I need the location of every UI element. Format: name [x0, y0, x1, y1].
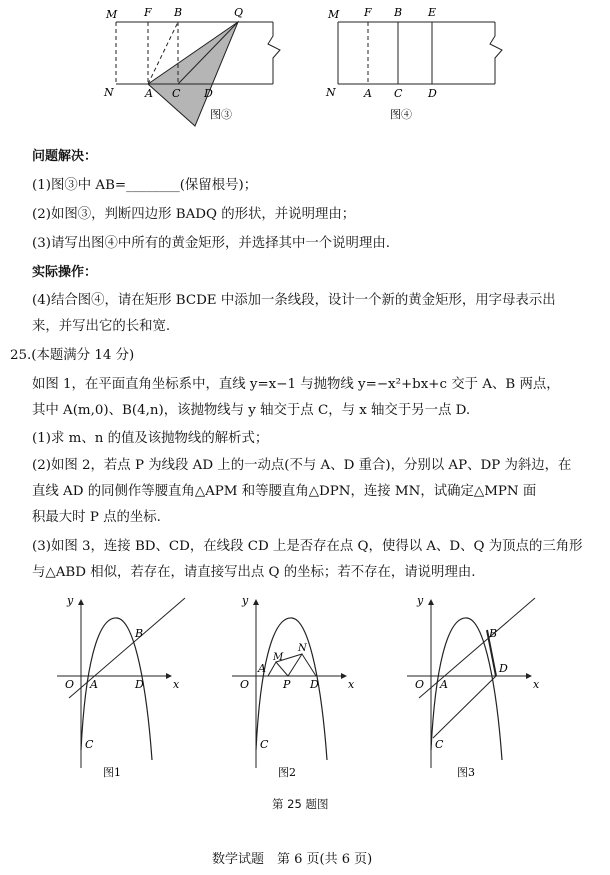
g2-label-N: N	[298, 643, 307, 654]
g2-label-O: O	[240, 678, 250, 691]
problem-25-intro-2: 其中 A(m,0)、B(4,n)，该抛物线与 y 轴交于点 C，与 x 轴交于另一点 D.	[32, 403, 471, 418]
fig3-label-N: N	[104, 86, 114, 99]
fig4-label-F: F	[364, 6, 372, 19]
g3-label-x: x	[533, 678, 540, 691]
question-4-line-1: (4)结合图④，请在矩形 BCDE 中添加一条线段，设计一个新的黄金矩形，用字母表示出	[32, 293, 556, 308]
g3-label-y: y	[417, 594, 424, 607]
graph-2	[230, 590, 365, 790]
problem-25-intro-1: 如图 1，在平面直角坐标系中，直线 y=x−1 与抛物线 y=−x²+bx+c 交于 A、B 两点，	[32, 377, 560, 392]
problem-25-q3-line-1: (3)如图 3，连接 BD、CD，在线段 CD 上是否存在点 Q，使得以 A、D、Q 为顶点的三角形	[32, 539, 583, 554]
g3-label-D: D	[499, 662, 508, 675]
problem-solving-heading: 问题解决：	[32, 149, 98, 164]
fig3-label-C: C	[172, 87, 181, 100]
problem-25-q3-line-2: 与△ABD 相似，若存在，请直接写出点 Q 的坐标；若不存在，请说明理由.	[32, 565, 476, 580]
fig4-label-B: B	[394, 6, 403, 19]
figure-4	[318, 0, 518, 130]
g1-label-y: y	[67, 594, 74, 607]
g2-label-P: P	[283, 678, 291, 691]
g2-caption: 图2	[278, 766, 296, 779]
problem-25-q2-line-3: 积最大时 P 点的坐标.	[32, 510, 161, 525]
g1-label-O: O	[65, 678, 75, 691]
practice-heading: 实际操作：	[32, 265, 98, 280]
g2-label-A: A	[258, 662, 266, 675]
g2-label-D: D	[310, 678, 319, 691]
question-1: (1)图③中 AB=________(保留根号)；	[32, 178, 258, 193]
question-3: (3)请写出图④中所有的黄金矩形，并选择其中一个说明理由.	[32, 236, 390, 251]
problem-25-q2-line-1: (2)如图 2，若点 P 为线段 AD 上的一动点(不与 A、D 重合)，分别以 AP、DP 为斜边，在	[32, 458, 572, 473]
fig3-label-F: F	[144, 6, 152, 19]
fig4-label-D: D	[428, 87, 437, 100]
problem-25-number: 25.(本题满分 14 分)	[10, 348, 135, 363]
page-footer: 数学试题 第 6 页(共 6 页)	[212, 852, 373, 867]
fig3-label-B: B	[174, 6, 183, 19]
figure-25-caption: 第 25 题图	[272, 797, 329, 811]
fig3-label-Q: Q	[234, 6, 244, 19]
fig3-label-D: D	[204, 87, 213, 100]
fig4-label-C: C	[394, 87, 403, 100]
fig4-label-M: M	[328, 8, 340, 21]
fig3-label-M: M	[106, 8, 118, 21]
fig4-label-E: E	[428, 6, 437, 19]
g1-label-D: D	[135, 678, 144, 691]
g1-label-A: A	[90, 678, 98, 691]
g2-label-M: M	[273, 652, 284, 663]
g2-label-C: C	[260, 738, 269, 751]
fig3-label-A: A	[145, 87, 153, 100]
fig4-label-N: N	[326, 86, 336, 99]
g3-caption: 图3	[457, 766, 475, 779]
graph-3	[405, 590, 545, 790]
fig4-caption: 图④	[390, 108, 412, 121]
g1-label-B: B	[135, 627, 144, 640]
g2-label-y: y	[242, 594, 249, 607]
question-2: (2)如图③，判断四边形 BADQ 的形状，并说明理由；	[32, 207, 356, 222]
graph-1	[55, 590, 190, 790]
g2-label-x: x	[348, 678, 355, 691]
problem-25-q2-line-2: 直线 AD 的同侧作等腰直角△APM 和等腰直角△DPN，连接 MN，试确定△MPN 面	[32, 484, 537, 499]
fig4-label-A: A	[364, 87, 372, 100]
g1-label-C: C	[85, 738, 94, 751]
g3-label-O: O	[415, 678, 425, 691]
g3-label-A: A	[440, 678, 448, 691]
problem-25-q1: (1)求 m、n 的值及该抛物线的解析式；	[32, 431, 269, 446]
g1-caption: 图1	[103, 766, 121, 779]
fig3-caption: 图③	[210, 108, 232, 121]
question-4-line-2: 来，并写出它的长和宽.	[32, 319, 171, 334]
g3-label-B: B	[489, 627, 498, 640]
g3-label-C: C	[435, 738, 444, 751]
g1-label-x: x	[173, 678, 180, 691]
figure-3	[100, 0, 300, 130]
